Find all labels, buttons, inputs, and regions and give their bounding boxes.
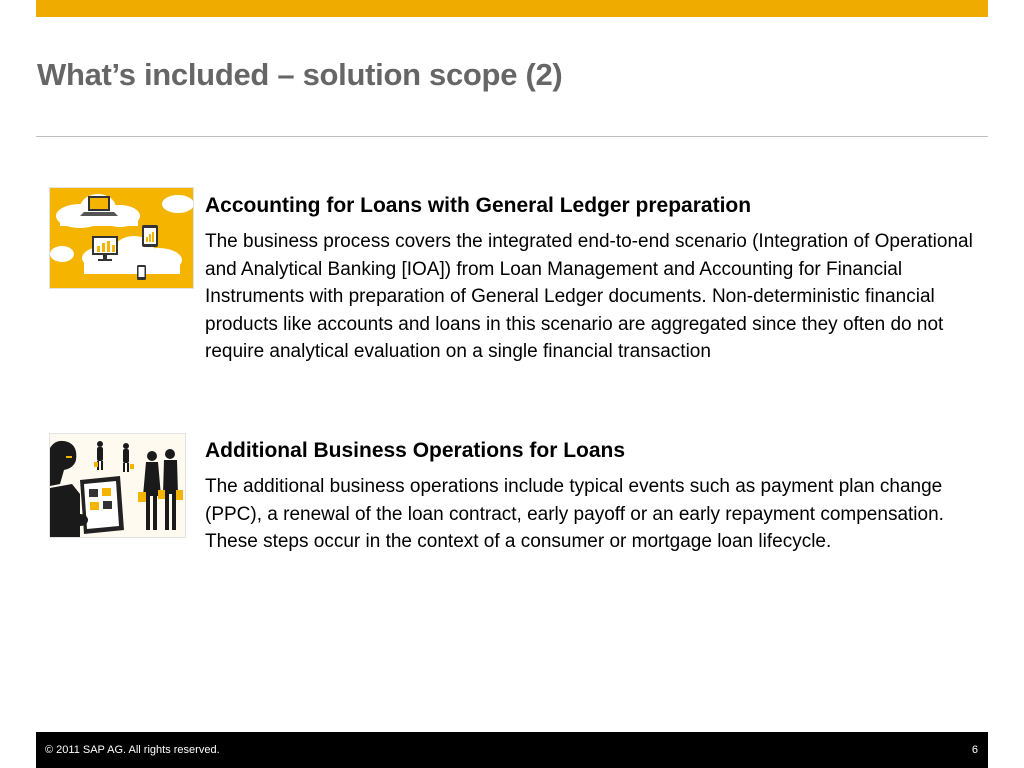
footer-bar	[36, 732, 988, 768]
section-body: The additional business operations include typical events such as payment plan change (PPC), a renewal of the loan contract, early payoff or an early repayment compensation. These steps occur in the context of a consumer or mortgage loan lifecycle.	[205, 476, 944, 552]
section-accounting-for-loans	[205, 193, 990, 366]
devices-cloud-illustration	[49, 187, 194, 289]
section-body: The business process covers the integrated end-to-end scenario (Integration of Operational and Analytical Banking [IOA]) from Loan Management and Accounting for Financial Instruments with preparation of General Ledger documents. Non-deterministic financial products like accounts and loans in this scenario are aggregated since they often do not require analytical evaluation on a single financial transaction	[205, 231, 973, 362]
people-tablet-illustration	[49, 433, 186, 538]
section-additional-operations	[205, 438, 990, 556]
top-accent-bar	[36, 0, 988, 17]
section-title: Additional Business Operations for Loans	[205, 439, 626, 462]
devices-cloud-icon	[50, 188, 193, 288]
page-number: 6	[971, 744, 978, 756]
title-divider	[36, 136, 988, 137]
people-tablet-icon	[50, 434, 185, 537]
slide-title: What’s included – solution scope (2)	[37, 57, 563, 92]
section-title: Accounting for Loans with General Ledger preparation	[205, 194, 752, 217]
copyright-notice: © 2011 SAP AG. All rights reserved.	[45, 744, 220, 756]
